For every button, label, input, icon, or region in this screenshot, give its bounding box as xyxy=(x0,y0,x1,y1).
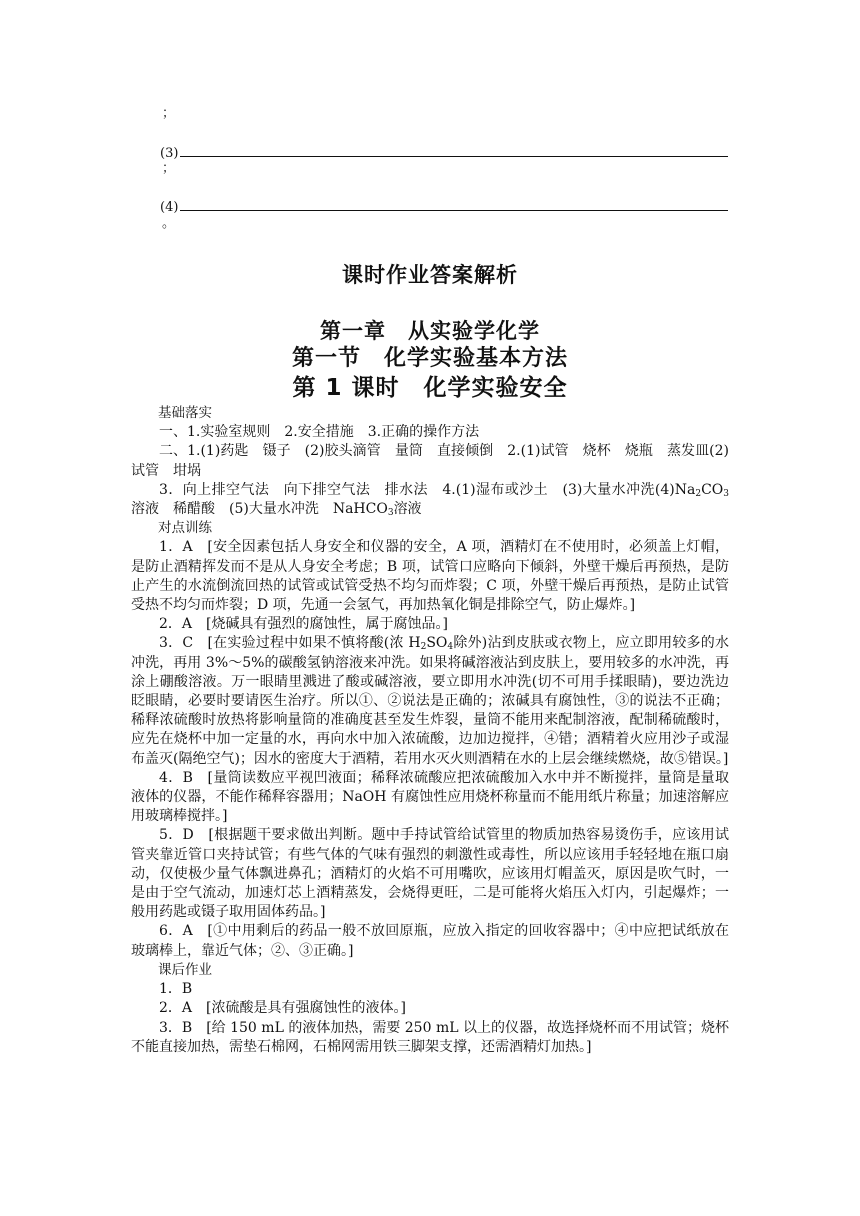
fill-in-line xyxy=(180,143,728,157)
training-answer-4: 4．B [量筒读数应平视凹液面；稀释浓硫酸应把浓硫酸加入水中并不断搅拌，量筒是量取液体的仪器，不能作稀释容器用；NaOH 有腐蚀性应用烧杯称量而不能用纸片称量；加速溶解应用玻璃棒搅拌。] xyxy=(131,769,729,825)
homework-answer-1: 1．B xyxy=(159,981,193,998)
training-answer-5: 5．D [根据题干要求做出判断。题中手持试管给试管里的物质加热容易烫伤手，应该用试管夹靠近管口夹持试管；有些气体的气味有强烈的刺激性或毒性，所以应该用手轻轻地在瓶口扇动，仅使极少量气体飘进鼻孔；酒精灯的火焰不可用嘴吹，应该用灯帽盖灭，原因是吹气时，一是由于空气流动，加速灯芯上酒精蒸发，会烧得更旺，二是可能将火焰压入灯内，引起爆炸；一般用药匙或镊子取用固体药品。] xyxy=(131,827,729,921)
chapter-title: 第一章 从实验学化学 xyxy=(320,319,540,343)
answer-content xyxy=(131,404,729,1057)
answer-blank-4 xyxy=(160,197,728,217)
homework-heading: 课后作业 xyxy=(158,961,212,978)
blank-label: (3) xyxy=(160,146,179,161)
answer-line-end-period: 。 xyxy=(162,216,176,231)
basic-line-3: 3．向上排空气法 向下排空气法 排水法 4.(1)湿布或沙土 (3)大量水冲洗$(4)Na_2CO_3$溶液 稀醋酸 (5)大量水冲洗 NaHCO$_3$溶液 xyxy=(131,481,729,519)
training-heading: 对点训练 xyxy=(158,520,212,537)
homework-answer-3: 3．B [给 150 mL 的液体加热，需要 250 mL 以上的仪器，故选择烧杯而不用试管；烧杯不能直接加热，需垫石棉网，石棉网需用铁三脚架支撑，还需酒精灯加热。] xyxy=(131,1019,729,1055)
section-title: 第一节 化学实验基本方法 xyxy=(291,346,568,371)
answer-blank-3 xyxy=(160,143,728,163)
basic-line-1: 一、1.实验室规则 2.安全措施 3.正确的操作方法 xyxy=(159,424,480,441)
training-answer-3: 3．C [在实验过程中如果不慎将酸(浓 $H_2SO_4$除外)沾到皮肤或衣物上，应立即用较多的水冲洗，再用 3%～5%的碳酸氢钠溶液来冲洗。如果将碱溶液沾到皮肤上，要用较多的水冲洗，再涂上硼酸溶液。万一眼睛里溅进了酸或碱溶液，要立即用水冲洗(切不可用手揉眼睛)，要边洗边眨眼睛，必要时要请医生治疗。所以①、②说法是正确的；浓碱具有腐蚀性，③的说法不正确；稀释浓硫酸时放热将影响量筒的准确度甚至发生炸裂，量筒不能用来配制溶液，配制稀硫酸时，应先在烧杯中加一定量的水，再向水中加入浓硫酸，边加边搅拌，④错；酒精着火应用沙子或湿布盖灭(隔绝空气)；因水的密度大于酒精，若用水灭火则酒精在水的上层会继续燃烧，故⑤错误。] xyxy=(131,635,729,767)
training-answer-2: 2．A [烧碱具有强烈的腐蚀性，属于腐蚀品。] xyxy=(159,616,448,633)
answer-line-end-semicolon: ； xyxy=(162,161,176,176)
training-answer-6: 6．A [①中用剩后的药品一般不放回原瓶，应放入指定的回收容器中；④中应把试纸放在玻璃棒上，靠近气体；②、③正确。] xyxy=(131,923,729,959)
basic-heading: 基础落实 xyxy=(158,405,212,421)
basic-line-2: 二、1.(1)药匙 镊子 (2)胶头滴管 量筒 直接倾倒 2.(1)试管 烧杯 烧瓶 蒸发皿(2)试管 坩埚 xyxy=(131,443,729,479)
training-answer-1: 1．A [安全因素包括人身安全和仪器的安全，A 项，酒精灯在不使用时，必须盖上灯帽，是防止酒精挥发而不是从人身安全考虑；B 项，试管口应略向下倾斜，外壁干燥后再预热，是防止产生的水流倒流回热的试管或试管受热不均匀而炸裂；C 项，外壁干燥后再预热，是防止试管受热不均匀而炸裂；D 项，先通一会氢气，再加热氧化铜是排除空气，防止爆炸。] xyxy=(131,539,729,614)
answers-title: 课时作业答案解析 xyxy=(342,263,518,287)
fill-in-line xyxy=(180,197,728,211)
answer-line-end-semicolon: ； xyxy=(162,106,176,121)
lesson-title: 第 1 课时 化学实验安全 xyxy=(292,375,568,401)
blank-label: (4) xyxy=(160,200,179,215)
homework-answer-2: 2．A [浓硫酸是具有强腐蚀性的液体。] xyxy=(159,1000,406,1017)
